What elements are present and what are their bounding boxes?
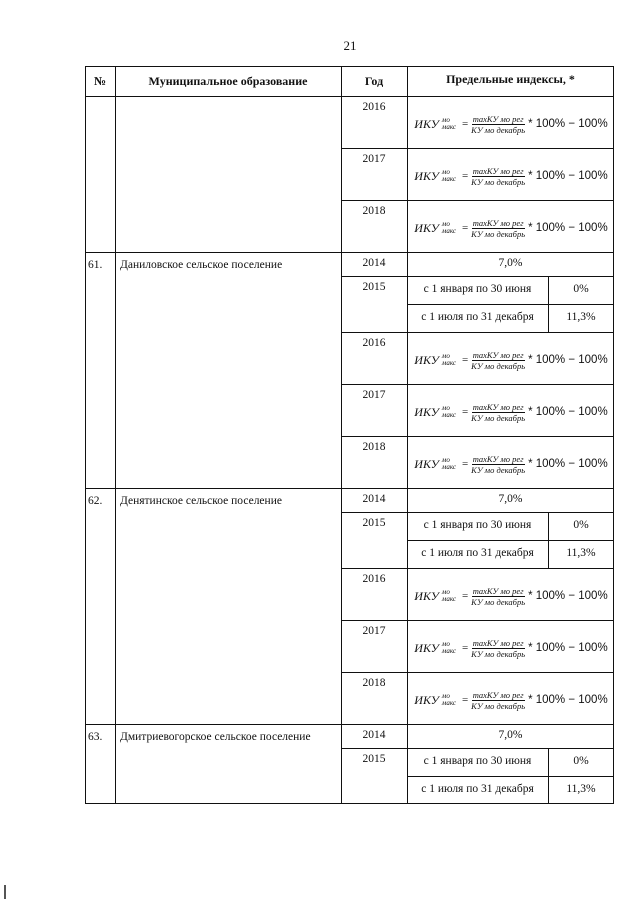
formula-equals: = (461, 642, 469, 654)
year-cell: 2017 (362, 625, 386, 637)
formula-equals: = (461, 590, 469, 602)
formula-numerator: maxKУ мо рег (472, 637, 524, 648)
formula-numerator: maxKУ мо рег (472, 585, 524, 596)
entry-divider (85, 252, 614, 253)
municipality-name: Денятинское сельское поселение (120, 495, 282, 507)
formula-denominator: KУ мо декабрь (471, 360, 526, 371)
formula-equals: = (461, 694, 469, 706)
index-formula (408, 390, 614, 434)
formula-equals: = (461, 458, 469, 470)
year-cell: 2015 (362, 753, 386, 765)
year-divider (341, 512, 614, 513)
formula-numerator: maxKУ мо рег (472, 165, 524, 176)
formula-sub-top: мо (441, 352, 450, 360)
year-cell: 2018 (362, 441, 386, 453)
formula-lhs: ИКУ (414, 456, 439, 471)
entry-divider (85, 488, 614, 489)
formula-denominator: KУ мо декабрь (471, 412, 526, 423)
col-divider (341, 66, 342, 804)
period-label: с 1 июля по 31 декабря (421, 783, 534, 795)
header-year: Год (364, 74, 384, 88)
formula-sub-bottom: макс (441, 463, 456, 471)
formula-tail: * 100% − 100% (528, 354, 608, 366)
index-formula (408, 442, 614, 486)
index-formula (408, 206, 614, 250)
year-cell: 2014 (362, 729, 386, 741)
year-cell: 2015 (362, 517, 386, 529)
period-value: 0% (573, 283, 589, 295)
period-value: 11,3% (566, 311, 596, 323)
year-divider (341, 436, 614, 437)
formula-equals: = (461, 222, 469, 234)
index-value: 7,0% (498, 493, 523, 505)
period-label: с 1 января по 30 июня (423, 519, 532, 531)
year-cell: 2015 (362, 281, 386, 293)
year-cell: 2017 (362, 389, 386, 401)
municipality-name: Даниловское сельское поселение (120, 259, 283, 271)
formula-lhs: ИКУ (414, 168, 439, 183)
index-formula (408, 626, 614, 670)
entry-number: 61. (88, 259, 103, 271)
period-label: с 1 июля по 31 декабря (421, 547, 534, 559)
period-label: с 1 января по 30 июня (423, 755, 532, 767)
period-divider (407, 776, 614, 777)
period-divider (407, 540, 614, 541)
formula-sub-bottom: макс (441, 359, 456, 367)
index-formula (408, 574, 614, 618)
year-cell: 2018 (362, 205, 386, 217)
indices-table (85, 66, 614, 804)
formula-lhs: ИКУ (414, 220, 439, 235)
formula-denominator: KУ мо декабрь (471, 464, 526, 475)
formula-tail: * 100% − 100% (528, 458, 608, 470)
formula-sub-top: мо (441, 168, 450, 176)
entry-number: 62. (88, 495, 103, 507)
formula-sub-bottom: макс (441, 123, 456, 131)
formula-numerator: maxKУ мо рег (472, 217, 524, 228)
formula-sub-bottom: макс (441, 699, 456, 707)
formula-sub-top: мо (441, 640, 450, 648)
col-divider (115, 66, 116, 804)
period-value: 11,3% (566, 547, 596, 559)
year-divider (341, 384, 614, 385)
index-formula (408, 338, 614, 382)
formula-equals: = (461, 118, 469, 130)
formula-numerator: maxKУ мо рег (472, 349, 524, 360)
year-cell: 2014 (362, 257, 386, 269)
year-cell: 2016 (362, 337, 386, 349)
index-formula (408, 154, 614, 198)
year-divider (341, 200, 614, 201)
header-num: № (93, 74, 107, 88)
year-divider (341, 276, 614, 277)
entry-number: 63. (88, 731, 103, 743)
formula-lhs: ИКУ (414, 352, 439, 367)
formula-sub-bottom: макс (441, 411, 456, 419)
formula-sub-top: мо (441, 692, 450, 700)
formula-numerator: maxKУ мо рег (472, 453, 524, 464)
year-divider (341, 568, 614, 569)
year-divider (341, 332, 614, 333)
formula-sub-bottom: макс (441, 227, 456, 235)
year-cell: 2014 (362, 493, 386, 505)
formula-lhs: ИКУ (414, 588, 439, 603)
table-border-left (85, 66, 86, 804)
index-formula (408, 102, 614, 146)
formula-denominator: KУ мо декабрь (471, 176, 526, 187)
formula-tail: * 100% − 100% (528, 694, 608, 706)
formula-tail: * 100% − 100% (528, 590, 608, 602)
period-divider (407, 304, 614, 305)
formula-lhs: ИКУ (414, 116, 439, 131)
page-number: 21 (343, 38, 357, 53)
formula-sub-top: мо (441, 220, 450, 228)
year-divider (341, 148, 614, 149)
formula-sub-top: мо (441, 404, 450, 412)
formula-denominator: KУ мо декабрь (471, 124, 526, 135)
period-value: 0% (573, 519, 589, 531)
scan-edge-mark (4, 885, 6, 899)
period-value: 0% (573, 755, 589, 767)
formula-numerator: maxKУ мо рег (472, 401, 524, 412)
formula-equals: = (461, 354, 469, 366)
formula-tail: * 100% − 100% (528, 170, 608, 182)
formula-sub-bottom: макс (441, 647, 456, 655)
header-divider (85, 96, 614, 97)
formula-lhs: ИКУ (414, 404, 439, 419)
entry-divider (85, 724, 614, 725)
formula-equals: = (461, 406, 469, 418)
formula-sub-top: мо (441, 456, 450, 464)
period-label: с 1 января по 30 июня (423, 283, 532, 295)
formula-numerator: maxKУ мо рег (472, 113, 524, 124)
formula-sub-top: мо (441, 116, 450, 124)
year-cell: 2018 (362, 677, 386, 689)
index-value: 7,0% (498, 729, 523, 741)
formula-sub-top: мо (441, 588, 450, 596)
formula-lhs: ИКУ (414, 640, 439, 655)
year-cell: 2017 (362, 153, 386, 165)
formula-equals: = (461, 170, 469, 182)
year-divider (341, 748, 614, 749)
table-border-bottom (85, 803, 614, 804)
formula-numerator: maxKУ мо рег (472, 689, 524, 700)
formula-tail: * 100% − 100% (528, 118, 608, 130)
index-value: 7,0% (498, 257, 523, 269)
municipality-name: Дмитриевогорское сельское поселение (120, 731, 311, 743)
year-cell: 2016 (362, 101, 386, 113)
formula-denominator: KУ мо декабрь (471, 228, 526, 239)
formula-denominator: KУ мо декабрь (471, 648, 526, 659)
year-divider (341, 620, 614, 621)
year-cell: 2016 (362, 573, 386, 585)
year-divider (341, 672, 614, 673)
formula-denominator: KУ мо декабрь (471, 596, 526, 607)
formula-denominator: KУ мо декабрь (471, 700, 526, 711)
formula-tail: * 100% − 100% (528, 642, 608, 654)
index-formula (408, 678, 614, 722)
header-indices: Предельные индексы, * (446, 72, 575, 86)
formula-sub-bottom: макс (441, 175, 456, 183)
header-municipality: Муниципальное образование (148, 74, 308, 88)
formula-tail: * 100% − 100% (528, 406, 608, 418)
formula-sub-bottom: макс (441, 595, 456, 603)
period-label: с 1 июля по 31 декабря (421, 311, 534, 323)
table-border-top (85, 66, 614, 67)
formula-lhs: ИКУ (414, 692, 439, 707)
period-value: 11,3% (566, 783, 596, 795)
formula-tail: * 100% − 100% (528, 222, 608, 234)
